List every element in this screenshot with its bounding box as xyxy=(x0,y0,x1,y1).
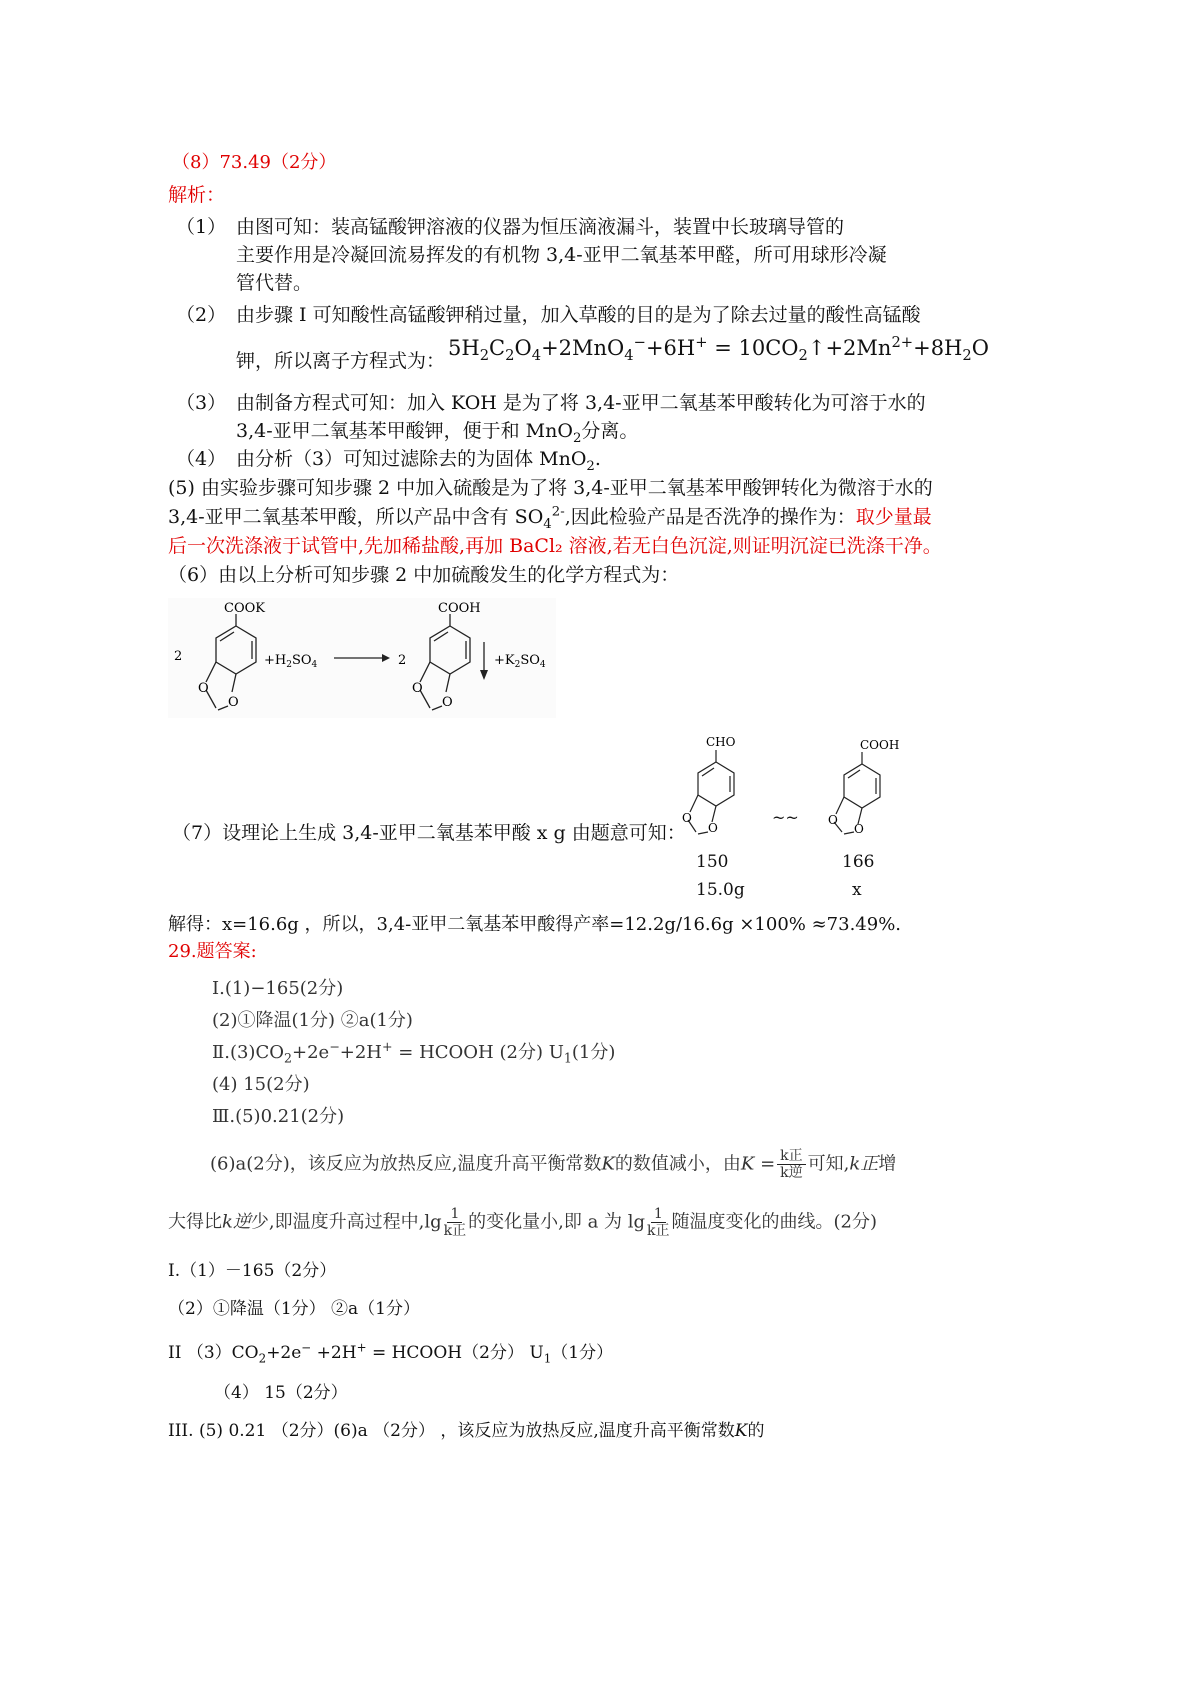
svg-text:O: O xyxy=(198,681,209,696)
para-4-line-1: 由分析（3）可知过滤除去的为固体 MnO$_2$. xyxy=(236,448,601,474)
molar-mass-1: 150 xyxy=(696,852,729,872)
reaction-scheme xyxy=(168,598,556,718)
acid-structure xyxy=(822,736,902,836)
reaction-arrow xyxy=(334,654,390,662)
coefficient-2: 2 xyxy=(398,653,407,668)
tilde-relation: ~~ xyxy=(772,808,799,827)
cook-group: COOK xyxy=(224,601,265,616)
ans-txt-line-5: III. (5) 0.21 （2分）(6)a （2分） ，该反应为放热反应,温度升高平衡常数K的 xyxy=(168,1421,765,1441)
svg-text:O: O xyxy=(854,822,864,836)
para-1-line-2: 主要作用是冷凝回流易挥发的有机物 3,4-亚甲二氧基苯甲醛，所可用球形冷凝 xyxy=(236,244,887,266)
plus-k2so4: $+K_2SO_4$ xyxy=(494,653,546,670)
ans-img-line-7: 大得比k逆少,即温度升高过程中,lg $\frac{1}{\text{k正}}$ 的变化量小,即 a 为 lg $\frac{1}{\text{k正}}$ 随温度变化的曲线。(2分) xyxy=(168,1206,878,1239)
ionic-equation: $5H_2C_2O_4+2MnO_4^-+6H^+$ = $10CO_2↑+2Mn^{2+}+8H_2O$ xyxy=(448,334,989,365)
ans-txt-line-4: （4） 15（2分） xyxy=(214,1383,348,1403)
para-3-number: （3） xyxy=(176,392,227,414)
benzodioxole-carboxylic-acid xyxy=(412,601,481,710)
molar-mass-2: 166 xyxy=(842,852,875,872)
cooh-group-2: COOH xyxy=(860,738,900,752)
ans-img-line-1: Ⅰ.(1)−165(2分) xyxy=(212,978,344,999)
question-29-heading: 29.题答案: xyxy=(168,941,257,962)
para-3-line-2: 3,4-亚甲二氧基苯甲酸钾，便于和 MnO$_2$分离。 xyxy=(236,420,639,446)
cho-group: CHO xyxy=(706,735,736,749)
svg-text:O: O xyxy=(682,811,692,825)
para-2-line-1: 由步骤 I 可知酸性高锰酸钾稍过量，加入草酸的目的是为了除去过量的酸性高锰酸 xyxy=(236,304,921,326)
analysis-title: 解析： xyxy=(168,184,226,206)
para-5-line-3: 后一次洗涤液于试管中,先加稀盐酸,再加 BaCl₂ 溶液,若无白色沉淀,则证明沉淀已洗涤干净。 xyxy=(168,535,942,557)
svg-text:O: O xyxy=(442,695,453,710)
para-4-number: （4） xyxy=(176,448,227,470)
svg-text:O: O xyxy=(828,813,838,827)
para-6: （6）由以上分析可知步骤 2 中加硫酸发生的化学方程式为： xyxy=(168,564,680,586)
yield-solution: 解得：x=16.6g ，所以，3,4-亚甲二氧基苯甲酸得产率=12.2g/16.6g ×100% ≈73.49%. xyxy=(168,914,902,935)
cooh-group: COOH xyxy=(438,601,481,616)
para-7: （7）设理论上生成 3,4-亚甲二氧基苯甲酸 x g 由题意可知： xyxy=(172,822,686,844)
ans-img-line-4: (4) 15(2分) xyxy=(212,1074,310,1095)
ans-txt-line-2: （2）①降温（1分） ②a（1分） xyxy=(168,1299,420,1319)
svg-text:O: O xyxy=(708,821,718,835)
mass-unknown: x xyxy=(852,880,862,900)
ans-img-line-5: Ⅲ.(5)0.21(2分) xyxy=(212,1106,345,1127)
para-5-line-1: (5) 由实验步骤可知步骤 2 中加入硫酸是为了将 3,4-亚甲二氧基苯甲酸钾转化为微溶于水的 xyxy=(168,477,933,499)
plus-h2so4: $+H_2SO_4$ xyxy=(264,653,318,670)
ans-txt-line-1: I.（1）－165（2分） xyxy=(168,1261,337,1281)
answer-item-8: （8）73.49（2分） xyxy=(172,152,337,173)
ans-txt-line-3: II $(3)CO_2+2e^- +2H^+$ = HCOOH（2分） $U_1(1$分） xyxy=(168,1340,614,1366)
benzodioxole-potassium-salt xyxy=(198,601,265,710)
ans-img-line-2: (2)①降温(1分) ②a(1分) xyxy=(212,1010,413,1031)
para-1-line-1: 由图可知：装高锰酸钾溶液的仪器为恒压滴液漏斗，装置中长玻璃导管的 xyxy=(236,216,845,238)
para-1-number: （1） xyxy=(176,216,227,238)
para-5-line-2: 3,4-亚甲二氧基苯甲酸，所以产品中含有 $SO_4^{2-}$,因此检验产品是否洗净的操作为：取少量最 xyxy=(168,504,932,532)
mass-given: 15.0g xyxy=(696,880,745,900)
piperonal-structure xyxy=(678,732,748,836)
para-3-line-1: 由制备方程式可知：加入 KOH 是为了将 3,4-亚甲二氧基苯甲酸转化为可溶于水的 xyxy=(236,392,926,414)
coefficient-1: 2 xyxy=(174,649,183,664)
para-2-line-2: 钾，所以离子方程式为： xyxy=(236,350,446,372)
svg-text:O: O xyxy=(412,681,423,696)
svg-text:O: O xyxy=(228,695,239,710)
para-2-number: （2） xyxy=(176,304,227,326)
precipitate-arrow xyxy=(480,642,488,680)
ans-img-line-3: $Ⅱ.(3)CO_2+2e^-+2H^+$ = HCOOH (2分) $U_1(1$分) xyxy=(212,1039,616,1066)
para-1-line-3: 管代替。 xyxy=(236,272,313,294)
ans-img-line-6: (6)a(2分)，该反应为放热反应,温度升高平衡常数K的数值减小，由K = $\frac{\text{k正}}{\text{k逆}}$ 可知,k正增 xyxy=(210,1148,897,1181)
